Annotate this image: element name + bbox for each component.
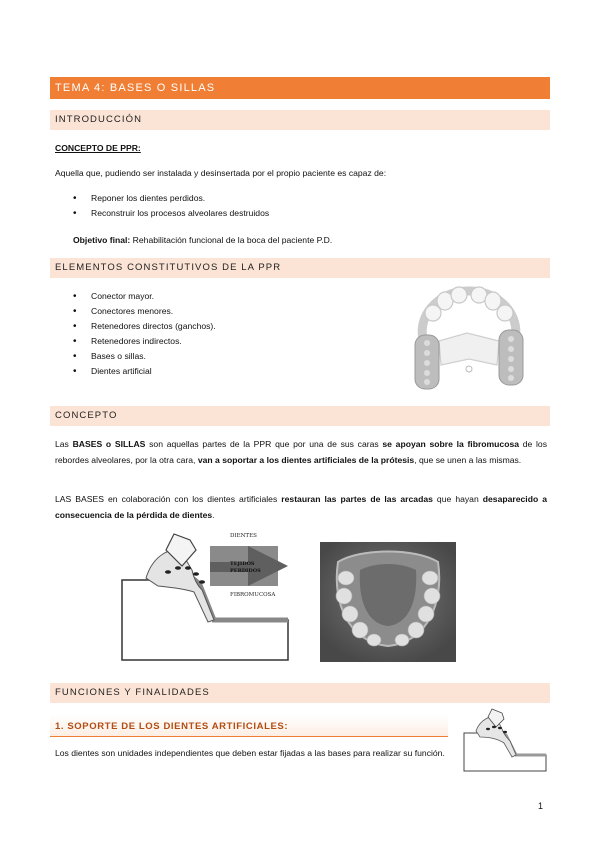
page-title: TEMA 4: BASES O SILLAS bbox=[50, 77, 550, 99]
text-run-bold: BASES o SILLAS bbox=[72, 439, 146, 449]
list-item: • Conector mayor. bbox=[73, 289, 216, 304]
list-item: • Reconstruir los procesos alveolares destruidos bbox=[73, 206, 269, 221]
list-item: • Dientes artificial bbox=[73, 364, 216, 379]
objective-text: Rehabilitación funcional de la boca del paciente P.D. bbox=[130, 235, 333, 245]
saddle-cross-section-diagram bbox=[118, 530, 294, 664]
text-run-bold: van a soportar a los dientes artificiales de la prótesis bbox=[197, 454, 415, 465]
list-item: • Reponer los dientes perdidos. bbox=[73, 191, 269, 206]
list-item: • Conectores menores. bbox=[73, 304, 216, 319]
section-heading-elements: ELEMENTOS CONSTITUTIVOS DE LA PPR bbox=[50, 258, 550, 278]
objective-label: Objetivo final: bbox=[73, 235, 131, 245]
text-run-bold: restauran las partes de las arcadas bbox=[281, 494, 433, 504]
diagram-label-perdidos: PERDIDOS bbox=[230, 568, 261, 574]
diagram-label-dientes: DIENTES bbox=[230, 533, 257, 539]
text-run-bold: desaparecido a consecuencia de la pérdida de dientes bbox=[55, 494, 548, 520]
diagram-label-fibromucosa: FIBROMUCOSA bbox=[230, 592, 276, 598]
concept-paragraph-2 bbox=[55, 491, 547, 523]
text-run: en colaboración con los dientes artificiales bbox=[103, 494, 282, 504]
text-run: LAS BASES bbox=[55, 494, 104, 504]
text-run: son aquellas partes de la PPR que por una de sus caras bbox=[145, 439, 383, 449]
text-run: que hayan bbox=[432, 494, 483, 504]
ppr-arch-illustration bbox=[405, 285, 533, 395]
support-paragraph: Los dientes son unidades independientes que deben estar fijadas a las bases para realizar su función. bbox=[55, 748, 445, 758]
list-item: • Retenedores directos (ganchos). bbox=[73, 319, 216, 334]
objective-line bbox=[73, 233, 332, 247]
list-item: • Bases o sillas. bbox=[73, 349, 216, 364]
section-heading-functions: FUNCIONES Y FINALIDADES bbox=[50, 683, 550, 703]
diagram-label-tejidos: TEJIDOS bbox=[230, 561, 255, 567]
intro-bullet-list bbox=[73, 191, 269, 221]
text-run-bold: se apoyan sobre la fibromucosa bbox=[382, 439, 520, 449]
section-heading-concept: CONCEPTO bbox=[50, 406, 550, 426]
subsection-heading-support: 1. SOPORTE DE LOS DIENTES ARTIFICIALES: bbox=[50, 715, 448, 737]
concept-paragraph-1 bbox=[55, 437, 547, 468]
text-run: de los rebordes alveolares, por la otra cara, bbox=[55, 439, 547, 465]
page-number: 1 bbox=[538, 801, 544, 811]
text-run: . bbox=[212, 510, 215, 520]
ppr-definition: Aquella que, pudiendo ser instalada y desinsertada por el propio paciente es capaz de: bbox=[55, 168, 387, 178]
text-run: , que se unen a las mismas. bbox=[414, 454, 522, 465]
concept-ppr-label: CONCEPTO DE PPR: bbox=[55, 143, 141, 153]
elements-list bbox=[73, 289, 216, 379]
section-heading-intro: INTRODUCCIÓN bbox=[50, 110, 550, 130]
small-saddle-diagram bbox=[462, 707, 548, 773]
denture-photo bbox=[320, 542, 456, 662]
text-run: Las bbox=[55, 439, 73, 449]
footer-spacer bbox=[0, 790, 599, 791]
list-item: • Retenedores indirectos. bbox=[73, 334, 216, 349]
